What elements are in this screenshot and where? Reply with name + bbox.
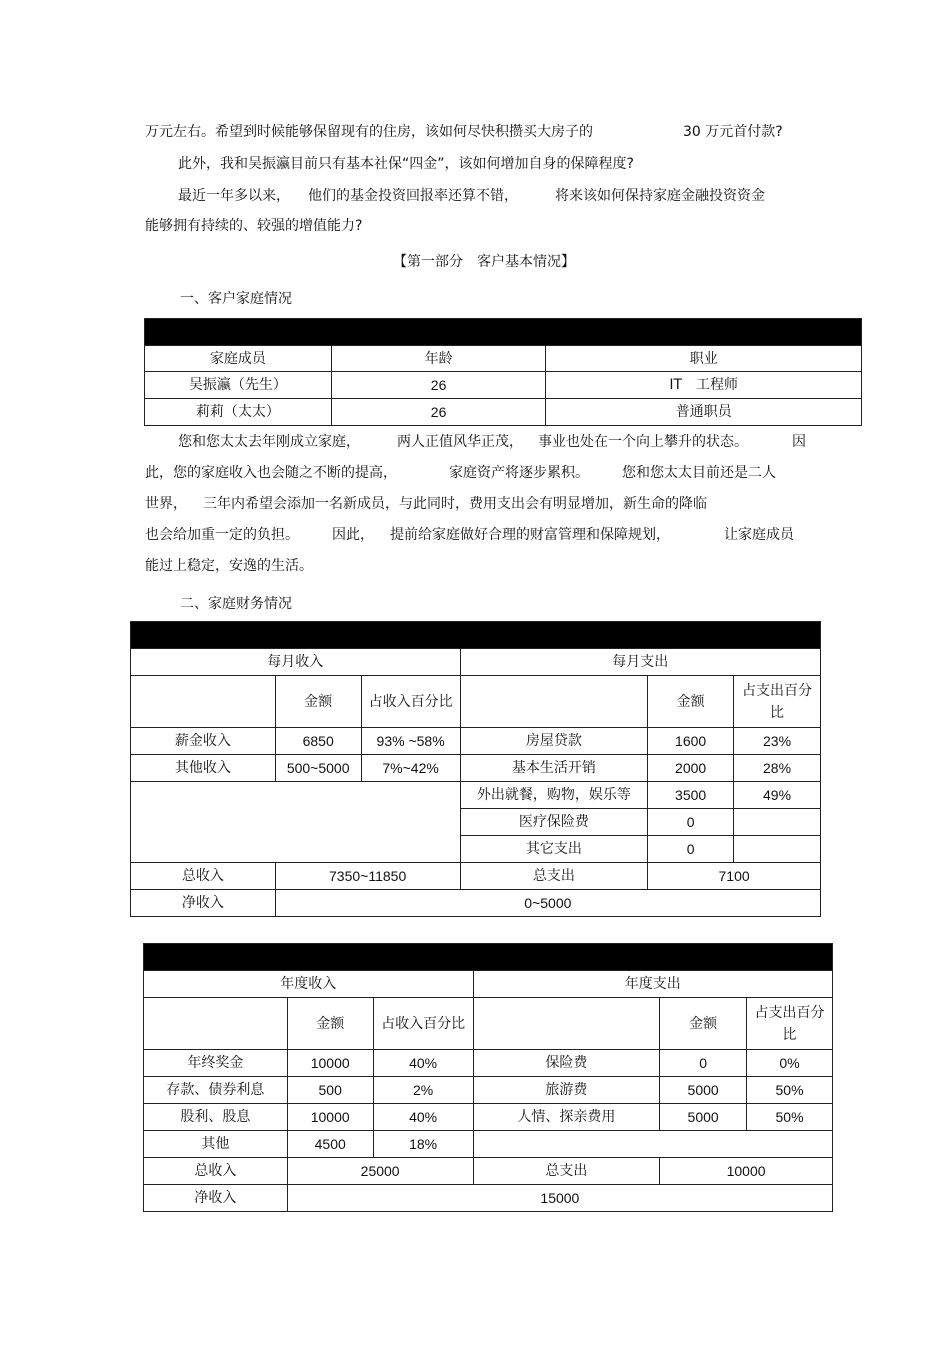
para-1a: 您和您太太去年刚成立家庭， [178,434,360,450]
expense-amount: 1600 [648,728,734,755]
family-table [144,318,862,426]
table-row [144,1077,833,1104]
para-1d: 因 [792,434,806,450]
amount-header: 金额 [660,998,747,1050]
expense-pct: 49% [734,782,821,809]
expense-pct [734,836,821,863]
income-pct: 18% [373,1131,473,1158]
expense-amount: 5000 [660,1077,747,1104]
amount-header: 金额 [648,676,734,728]
table-row [144,1185,833,1212]
income-amount: 10000 [287,1104,373,1131]
expense-amount: 5000 [660,1104,747,1131]
expense-amount: 3500 [648,782,734,809]
expense-pct: 0% [747,1050,833,1077]
header-age: 年龄 [331,346,546,372]
table-header-bar [144,944,833,971]
net-income-label: 净收入 [131,890,276,917]
income-item: 其他收入 [131,755,276,782]
income-amount: 4500 [287,1131,373,1158]
income-pct: 2% [373,1077,473,1104]
expense-pct: 50% [747,1104,833,1131]
para-2b: 家庭资产将逐步累积。 [449,465,589,481]
total-expense-label: 总支出 [473,1158,660,1185]
intro-line-3a: 最近一年多以来， [178,188,290,204]
section2-heading: 二、家庭财务情况 [180,596,292,612]
expense-item: 人情、探亲费用 [473,1104,660,1131]
income-item: 其他 [144,1131,288,1158]
para-4b: 因此， [332,527,374,543]
total-expense-value: 7100 [648,863,821,890]
blank-cell [131,676,276,728]
income-pct: 7%~42% [361,755,460,782]
annual-income-label: 年度收入 [144,971,474,998]
total-income-label: 总收入 [144,1158,288,1185]
table-row [131,782,821,809]
monthly-expense-label: 每月支出 [460,649,820,676]
table-row [144,1050,833,1077]
expense-pct [734,809,821,836]
income-item: 股利、股息 [144,1104,288,1131]
part1-title: 【第一部分 客户基本情况】 [393,254,575,270]
income-pct: 40% [373,1104,473,1131]
income-item: 存款、债券利息 [144,1077,288,1104]
income-item: 年终奖金 [144,1050,288,1077]
income-item: 薪金收入 [131,728,276,755]
para-2a: 此，您的家庭收入也会随之不断的提高， [145,465,397,481]
expense-pct: 23% [734,728,821,755]
amount-header: 金额 [275,676,361,728]
expense-pct-header: 占支出百分比 [747,998,833,1050]
expense-item: 其它支出 [460,836,648,863]
total-expense-label: 总支出 [460,863,648,890]
expense-pct-header: 占支出百分比 [734,676,821,728]
net-income-value: 15000 [287,1185,832,1212]
blank-cell [460,676,648,728]
para-1c: 事业也处在一个向上攀升的状态。 [538,434,748,450]
income-pct-header: 占收入百分比 [373,998,473,1050]
expense-amount: 0 [660,1050,747,1077]
intro-line-3b: 他们的基金投资回报率还算不错， [308,188,518,204]
para-4d: 让家庭成员 [724,527,794,543]
member-age: 26 [331,399,546,426]
expense-item: 基本生活开销 [460,755,648,782]
total-income-label: 总收入 [131,863,276,890]
income-pct: 40% [373,1050,473,1077]
expense-item: 医疗保险费 [460,809,648,836]
net-income-label: 净收入 [144,1185,288,1212]
table-row [144,1131,833,1158]
member-name: 吴振瀛（先生） [145,372,332,399]
total-income-value: 7350~11850 [275,863,460,890]
intro-line-1b: 30 万元首付款? [683,124,783,140]
expense-amount: 0 [648,836,734,863]
intro-line-4: 能够拥有持续的、较强的增值能力? [145,218,363,234]
table-row [131,755,821,782]
income-amount: 500 [287,1077,373,1104]
member-occupation: IT 工程师 [546,372,862,399]
member-occupation: 普通职员 [546,399,862,426]
member-name: 莉莉（太太） [145,399,332,426]
para-4a: 也会给加重一定的负担。 [145,527,299,543]
table-row [145,399,862,426]
para-1b: 两人正值风华正茂， [397,434,523,450]
intro-line-2: 此外，我和吴振瀛目前只有基本社保“四金”，该如何增加自身的保障程度? [178,156,634,172]
monthly-income-label: 每月收入 [131,649,461,676]
table-row [144,1158,833,1185]
income-amount: 6850 [275,728,361,755]
total-income-value: 25000 [287,1158,473,1185]
income-amount: 10000 [287,1050,373,1077]
income-amount: 500~5000 [275,755,361,782]
expense-pct: 50% [747,1077,833,1104]
annual-finance-table [143,943,833,1212]
table-row [145,372,862,399]
table-header-bar [131,622,821,649]
blank-cell [473,1131,832,1158]
blank-cell [473,998,660,1050]
para-3a: 世界， [145,496,187,512]
monthly-finance-table [130,621,821,917]
intro-line-1a: 万元左右。希望到时候能够保留现有的住房，该如何尽快积攒买大房子的 [145,124,593,140]
table-row [131,728,821,755]
expense-amount: 0 [648,809,734,836]
total-expense-value: 10000 [660,1158,833,1185]
income-pct-header: 占收入百分比 [361,676,460,728]
para-2c: 您和您太太目前还是二人 [622,465,776,481]
expense-amount: 2000 [648,755,734,782]
expense-item: 外出就餐，购物，娱乐等 [460,782,648,809]
amount-header: 金额 [287,998,373,1050]
intro-line-3c: 将来该如何保持家庭金融投资资金 [555,188,765,204]
header-member: 家庭成员 [145,346,332,372]
net-income-value: 0~5000 [275,890,820,917]
expense-item: 房屋贷款 [460,728,648,755]
table-row [144,1104,833,1131]
table-row [131,863,821,890]
income-pct: 93% ~58% [361,728,460,755]
table-header-bar [145,319,862,346]
section1-heading: 一、客户家庭情况 [180,291,292,307]
member-age: 26 [331,372,546,399]
blank-cell [131,782,461,863]
expense-item: 旅游费 [473,1077,660,1104]
para-3b: 三年内希望会添加一名新成员，与此同时，费用支出会有明显增加，新生命的降临 [203,496,707,512]
header-occupation: 职业 [546,346,862,372]
blank-cell [144,998,288,1050]
expense-item: 保险费 [473,1050,660,1077]
para-4c: 提前给家庭做好合理的财富管理和保障规划， [390,527,670,543]
table-row [131,890,821,917]
annual-expense-label: 年度支出 [473,971,832,998]
expense-pct: 28% [734,755,821,782]
para-5: 能过上稳定，安逸的生活。 [145,558,313,574]
